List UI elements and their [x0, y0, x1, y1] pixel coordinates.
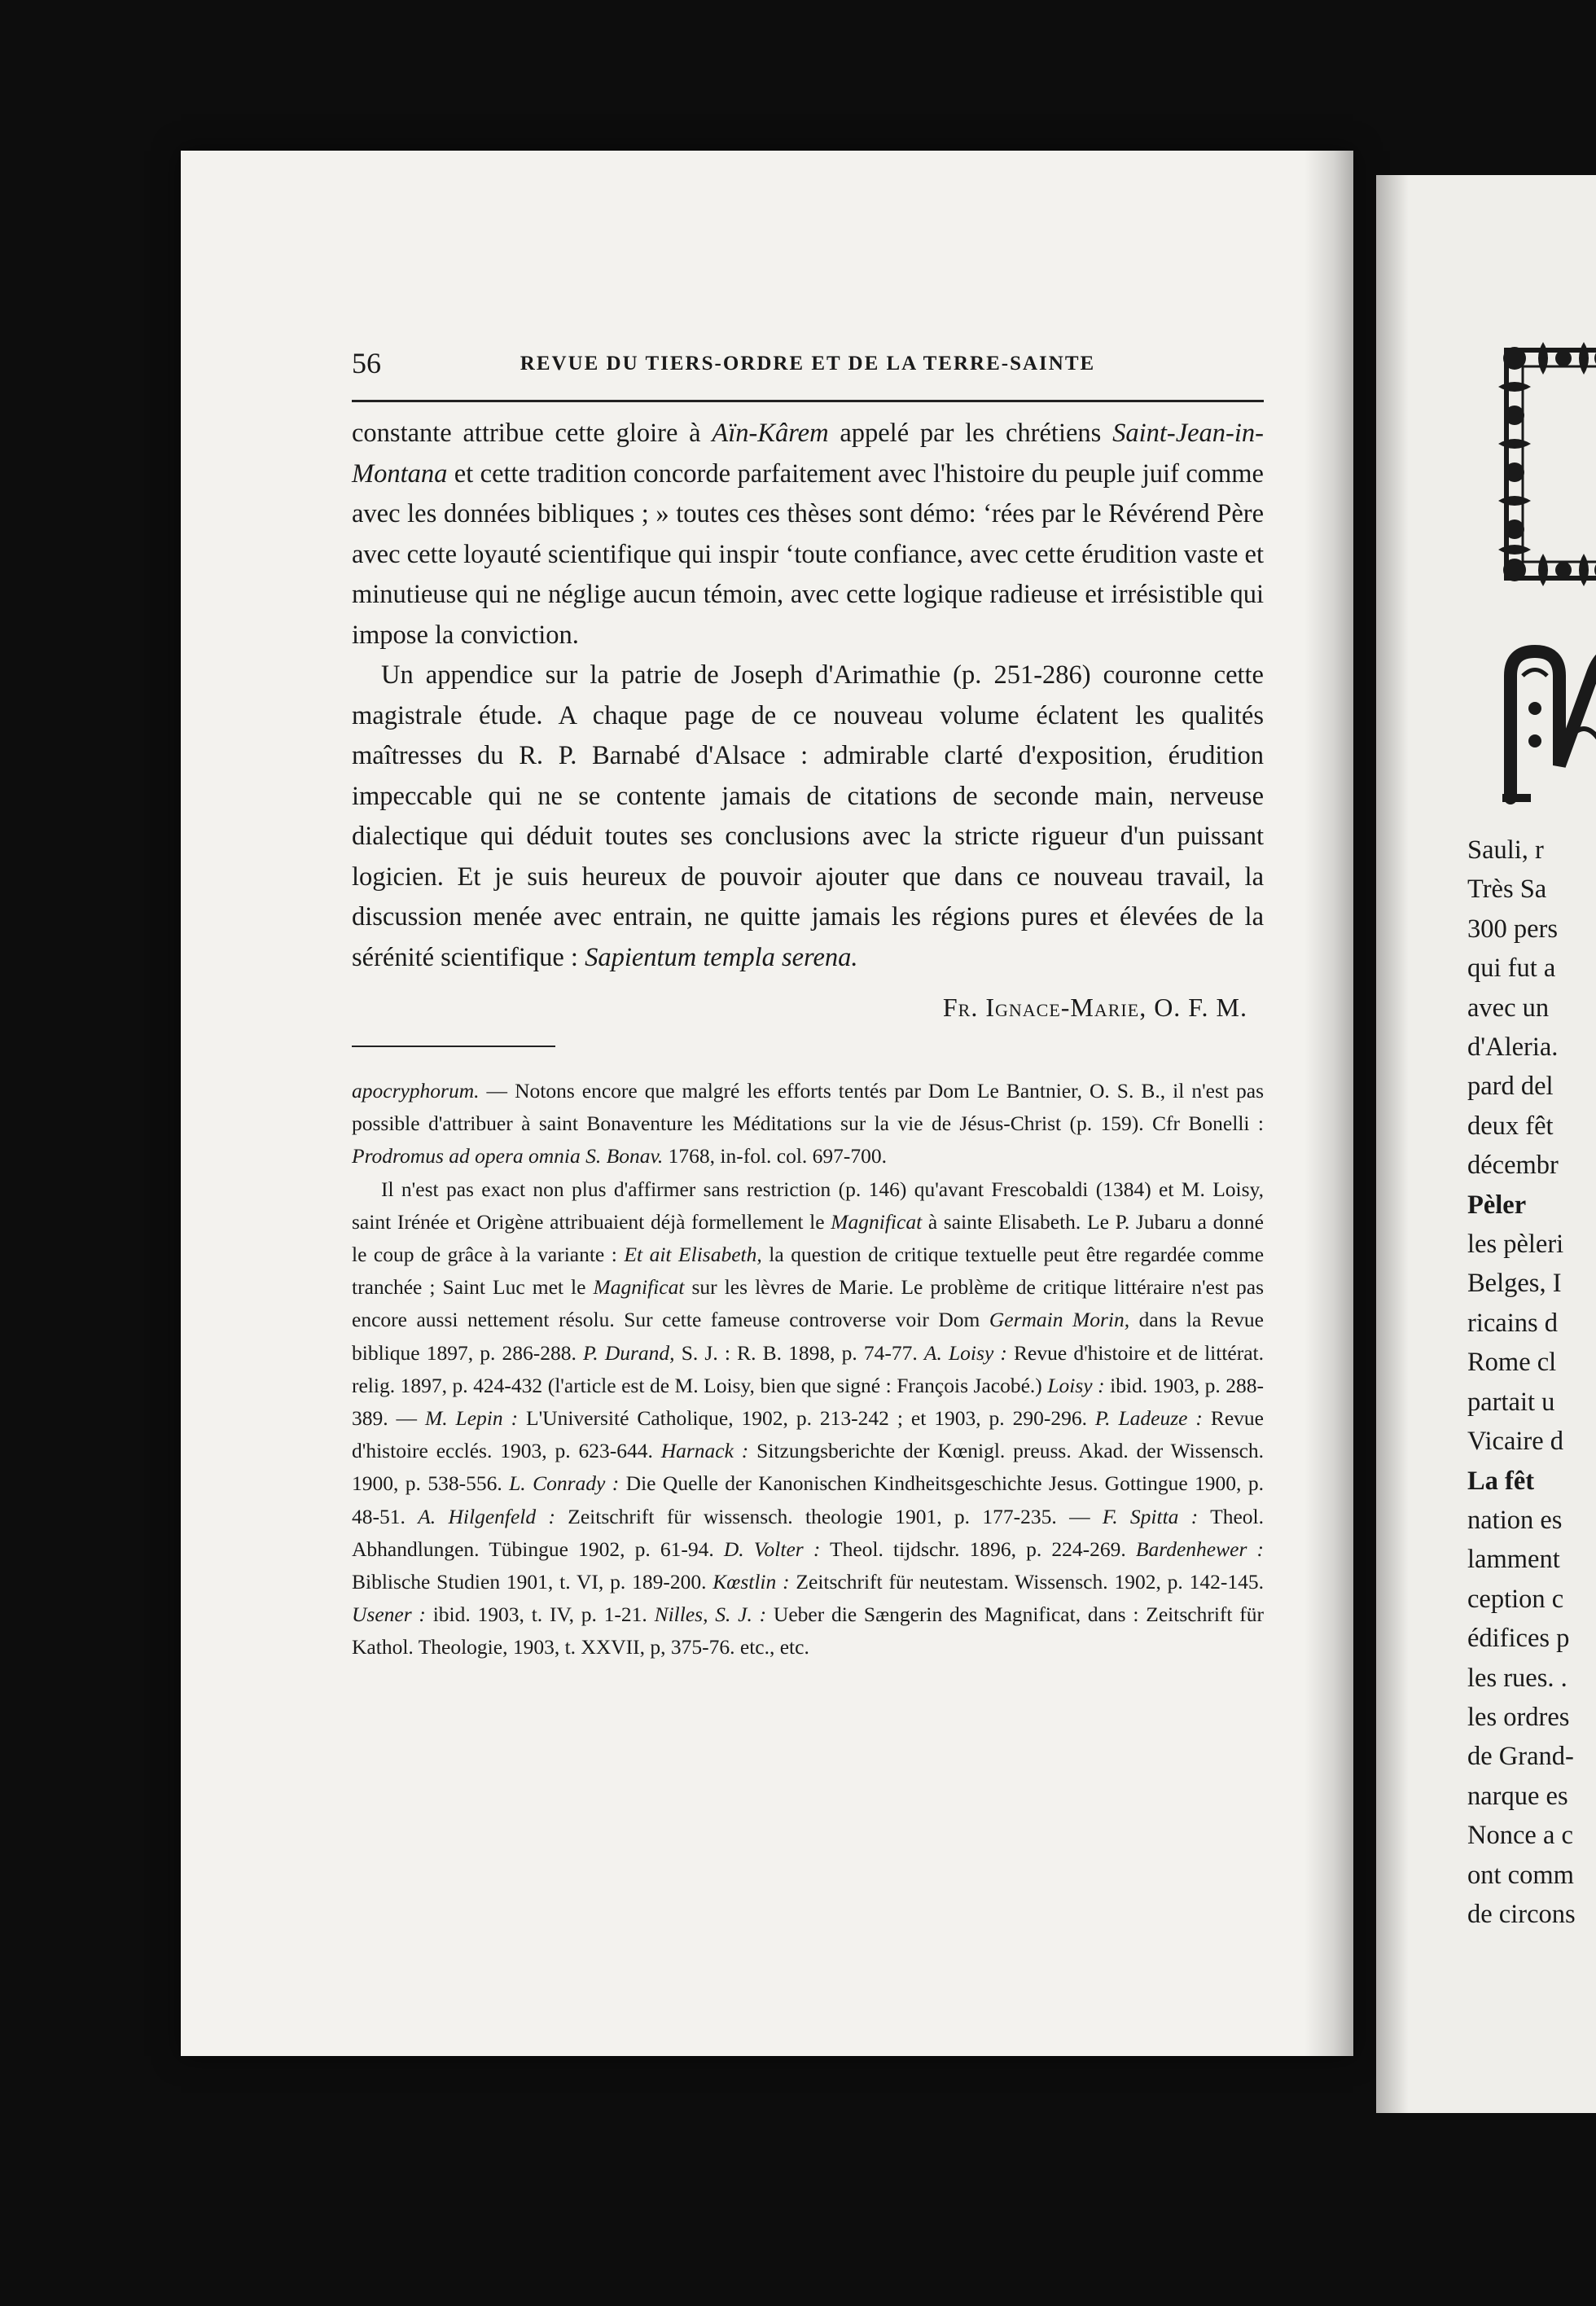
- gutter-shadow: [1304, 151, 1353, 2056]
- right-page-line: qui fut a: [1467, 954, 1556, 984]
- fn2-text-4: sur les lèvres de Marie. Le problème de critique littéraire n'est pas encore aussi nettement résolu. Sur cette fameuse controverse voir Dom: [352, 1275, 1264, 1332]
- fn2-text-11: Sitzungsberichte der Kœnigl. preuss. Akad. der Wissensch. 1900, p. 538-556.: [352, 1439, 1265, 1496]
- running-title: REVUE DU TIERS-ORDRE ET DE LA TERRE-SAINTE: [520, 353, 1096, 375]
- p1-italic-2: Saint-Jean-in-Montana: [352, 419, 1264, 489]
- fn1-italic-1: apocryphorum.: [352, 1079, 480, 1103]
- right-page-line: d'Aleria.: [1467, 1032, 1559, 1063]
- header-rule: [352, 400, 1264, 402]
- right-page-line: édifices p: [1467, 1624, 1570, 1654]
- p1-text-2: appelé par les chrétiens: [828, 419, 1113, 448]
- right-page-line: de circons: [1467, 1899, 1576, 1929]
- fn2-text-5: dans la Revue biblique 1897, p. 286-288.: [352, 1308, 1264, 1365]
- page-content: [352, 346, 1264, 1664]
- footnotes: [352, 1075, 1264, 1664]
- fn2-text-17: Zeitschrift für neutestam. Wissensch. 1902, p. 142-145.: [789, 1570, 1264, 1594]
- fn2-italic-5: P. Durand,: [583, 1340, 675, 1365]
- p2-italic-1: Sapientum templa serena.: [585, 942, 858, 972]
- page-number: 56: [352, 347, 381, 379]
- fn2-italic-4: Germain Morin,: [989, 1308, 1130, 1332]
- right-page-line: nation es: [1467, 1505, 1563, 1535]
- right-page-line: La fêt: [1467, 1466, 1535, 1496]
- right-page-line: Nonce a c: [1467, 1821, 1573, 1851]
- decorative-initial-icon: [1494, 643, 1596, 806]
- fn2-text-3: la question de critique textuelle peut être regardée comme tranchée ; Saint Luc met le: [352, 1243, 1265, 1300]
- p1-text-1: constante attribue cette gloire à: [352, 419, 712, 448]
- right-page-line: ception c: [1467, 1584, 1564, 1614]
- fn2-italic-16: Kœstlin :: [712, 1570, 790, 1594]
- fn2-italic-15: Bardenhewer :: [1135, 1537, 1264, 1561]
- right-page-line: de Grand-: [1467, 1742, 1574, 1772]
- right-page-line: Rome cl: [1467, 1348, 1557, 1378]
- fn2-italic-10: Harnack :: [660, 1439, 749, 1463]
- fn2-italic-2: Et ait Elisabeth,: [624, 1243, 762, 1267]
- p2-text-1: Un appendice sur la patrie de Joseph d'Arimathie (p. 251-286) couronne cette magistrale étude. A chaque page de ce nouveau volume éclatent les qualités maîtresses du R. P. Barnabé d'Alsace : admirable clarté d'exposition, érudition impeccable qui ne se contente jamais de citations de seconde main, nerveuse dialectique qui déduit toutes ses conclusions avec la stricte rigueur d'un puissant logicien. Et je suis heureux de pouvoir ajouter que dans ce nouveau travail, la discussion menée avec entrain, ne quitte jamais les régions pures et élevées de la sérénité scientifique :: [352, 660, 1264, 972]
- right-page-line: narque es: [1467, 1781, 1568, 1811]
- right-page-inner: [1376, 175, 1596, 2113]
- fn1-text-1: — Notons encore que malgré les efforts tentés par Dom Le Bantnier, O. S. B., il n'est pas possible d'attribuer à saint Bonaventure les Méditations sur la vie de Jésus-Christ (p. 159). Cfr Bonelli :: [352, 1079, 1264, 1136]
- footnote-1: [352, 1075, 1264, 1173]
- fn2-text-2: à sainte Elisabeth. Le P. Jubaru a donné le coup de grâce à la variante :: [352, 1209, 1265, 1267]
- fn2-italic-6: A. Loisy :: [923, 1340, 1007, 1365]
- right-page-line: les rues. .: [1467, 1663, 1568, 1693]
- right-page-line: Belges, I: [1467, 1269, 1562, 1299]
- fn2-text-18: ibid. 1903, t. IV, p. 1-21.: [425, 1602, 655, 1627]
- right-page-line: lamment: [1467, 1545, 1560, 1575]
- right-page-line: Sauli, r: [1467, 835, 1544, 865]
- fn2-italic-8: M. Lepin :: [425, 1406, 519, 1431]
- fn2-text-1: Il n'est pas exact non plus d'affirmer sans restriction (p. 146) qu'avant Frescobaldi (1384) et M. Loisy, saint Irénée et Origène attribuaient déjà formellement le: [352, 1177, 1264, 1234]
- fn2-italic-11: L. Conrady :: [509, 1471, 620, 1496]
- fn2-italic-1: Magnificat: [831, 1209, 923, 1234]
- footnote-2: [352, 1173, 1264, 1664]
- fn2-italic-18: Nilles, S. J. :: [654, 1602, 767, 1627]
- fn2-italic-7: Loisy :: [1047, 1373, 1105, 1397]
- p1-text-3: et cette tradition concorde parfaitement avec l'histoire du peuple juif comme avec les données bibliques ; » toutes ces thèses sont démo: ‘rées par le Révérend Père avec cette loyauté scientifique qui inspir ‘toute confiance, avec cette érudition vaste et minutieuse qui ne néglige aucun témoin, avec cette logique radieuse et irrésistible qui impose la conviction.: [352, 458, 1264, 650]
- fn2-text-19: Ueber die Sængerin des Magnificat, dans : Zeitschrift für Kathol. Theologie, 1903, t. XXVII, p, 375-76. etc., etc.: [352, 1602, 1264, 1659]
- right-page-line: deux fêt: [1467, 1111, 1554, 1141]
- fn2-text-8: ibid. 1903, p. 288-389. —: [352, 1373, 1264, 1431]
- right-page-line: décembr: [1467, 1151, 1559, 1181]
- fn1-text-2: 1768, in-fol. col. 697-700.: [663, 1144, 888, 1168]
- fn2-italic-3: Magnificat: [593, 1275, 685, 1300]
- paragraph-2: [352, 655, 1264, 978]
- fn2-text-13: Zeitschrift für wissensch. theologie 1901, p. 177-235. —: [555, 1504, 1103, 1528]
- right-page-line: pard del: [1467, 1072, 1554, 1102]
- floral-ornament-icon: [1498, 342, 1596, 586]
- fn2-text-6: S. J. : R. B. 1898, p. 74-77.: [674, 1340, 924, 1365]
- fn2-italic-17: Usener :: [352, 1602, 426, 1627]
- right-page-line: avec un: [1467, 993, 1550, 1023]
- right-page-line: les ordres: [1467, 1702, 1570, 1732]
- fn2-text-9: L'Université Catholique, 1902, p. 213-242 ; et 1903, p. 290-296.: [518, 1406, 1095, 1431]
- right-page-line: Très Sa: [1467, 875, 1547, 905]
- fn1-italic-2: Prodromus ad opera omnia S. Bonav.: [352, 1144, 664, 1168]
- fn2-italic-12: A. Hilgenfeld :: [418, 1504, 555, 1528]
- fn2-italic-14: D. Volter :: [723, 1537, 821, 1561]
- right-page-line: ricains d: [1467, 1308, 1559, 1338]
- footnote-rule: [352, 1046, 555, 1047]
- right-page-line: partait u: [1467, 1387, 1555, 1417]
- fn2-text-14: Theol. Abhandlungen. Tübingue 1902, p. 61-94.: [352, 1504, 1264, 1561]
- right-page-line: Pèler: [1467, 1190, 1527, 1220]
- fn2-text-15: Theol. tijdschr. 1896, p. 224-269.: [820, 1537, 1136, 1561]
- right-page-text: [1467, 831, 1576, 1934]
- fn2-text-7: Revue d'histoire et de littérat. relig. 1897, p. 424-432 (l'article est de M. Loisy, bien que signé : François Jacobé.): [352, 1340, 1264, 1397]
- right-page-line: Vicaire d: [1467, 1427, 1564, 1457]
- p1-italic-1: Aïn-Kârem: [712, 419, 829, 448]
- right-page-line: ont comm: [1467, 1860, 1574, 1890]
- body-text: [352, 414, 1264, 978]
- fn2-text-10: Revue d'histoire ecclés. 1903, p. 623-644.: [352, 1406, 1265, 1463]
- fn2-text-12: Die Quelle der Kanonischen Kindheitsgeschichte Jesus. Gottingue 1900, p. 48-51.: [352, 1471, 1264, 1528]
- right-page: [1376, 175, 1596, 2113]
- author-signature: Fr. Ignace-Marie, O. F. M.: [942, 993, 1247, 1022]
- right-page-line: 300 pers: [1467, 914, 1559, 944]
- right-gutter-shadow: [1376, 175, 1409, 2113]
- left-page: [181, 151, 1353, 2056]
- fn2-text-16: Biblische Studien 1901, t. VI, p. 189-200.: [352, 1570, 713, 1594]
- fn2-italic-9: P. Ladeuze :: [1094, 1406, 1203, 1431]
- right-page-line: les pèleri: [1467, 1230, 1564, 1260]
- paragraph-1: [352, 414, 1264, 655]
- fn2-italic-13: F. Spitta :: [1102, 1504, 1199, 1528]
- running-head: [352, 346, 1264, 388]
